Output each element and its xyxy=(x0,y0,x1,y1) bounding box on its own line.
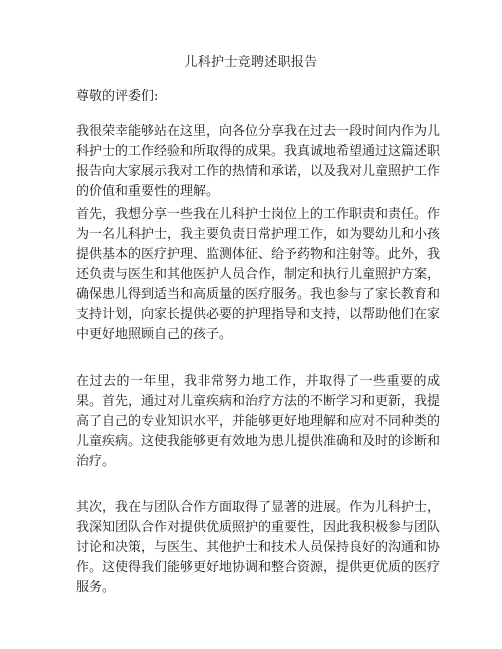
document-title: 儿科护士竞聘述职报告 xyxy=(184,55,318,70)
paragraph-duties: 首先，我想分享一些我在儿科护士岗位上的工作职责和责任。作为一名儿科护士，我主要负责日常护理工作，如为婴幼儿和小孩提供基本的医疗护理、监测体征、给予药物和注射等。此外，我还负责与医生和其他医护人员合作，制定和执行儿童照护方案，确保患儿得到适当和高质量的医疗服务。我也参与了家长教育和支持计划，向家长提供必要的护理指导和支持，以帮助他们在家中更好地照顾自己的孩子。 xyxy=(76,207,441,342)
paragraph-achievements: 在过去的一年里，我非常努力地工作，并取得了一些重要的成果。首先，通过对儿童疾病和治疗方法的不断学习和更新，我提高了自己的专业知识水平，并能够更好地理解和应对不同种类的儿童疾病。这使我能够更有效地为患儿提供准确和及时的诊断和治疗。 xyxy=(76,374,441,469)
salutation: 尊敬的评委们: xyxy=(76,89,159,104)
paragraph-teamwork: 其次，我在与团队合作方面取得了显著的进展。作为儿科护士，我深知团队合作对提供优质照护的重要性，因此我积极参与团队讨论和决策，与医生、其他护士和技术人员保持良好的沟通和协作。这使得我们能够更好地协调和整合资源，提供更优质的医疗服务。 xyxy=(76,500,441,595)
paragraph-intro: 我很荣幸能够站在这里，向各位分享我在过去一段时间内作为儿科护士的工作经验和所取得的成果。我真诚地希望通过这篇述职报告向大家展示我对工作的热情和承诺，以及我对儿童照护工作的价值和重要性的理解。 xyxy=(76,124,441,199)
